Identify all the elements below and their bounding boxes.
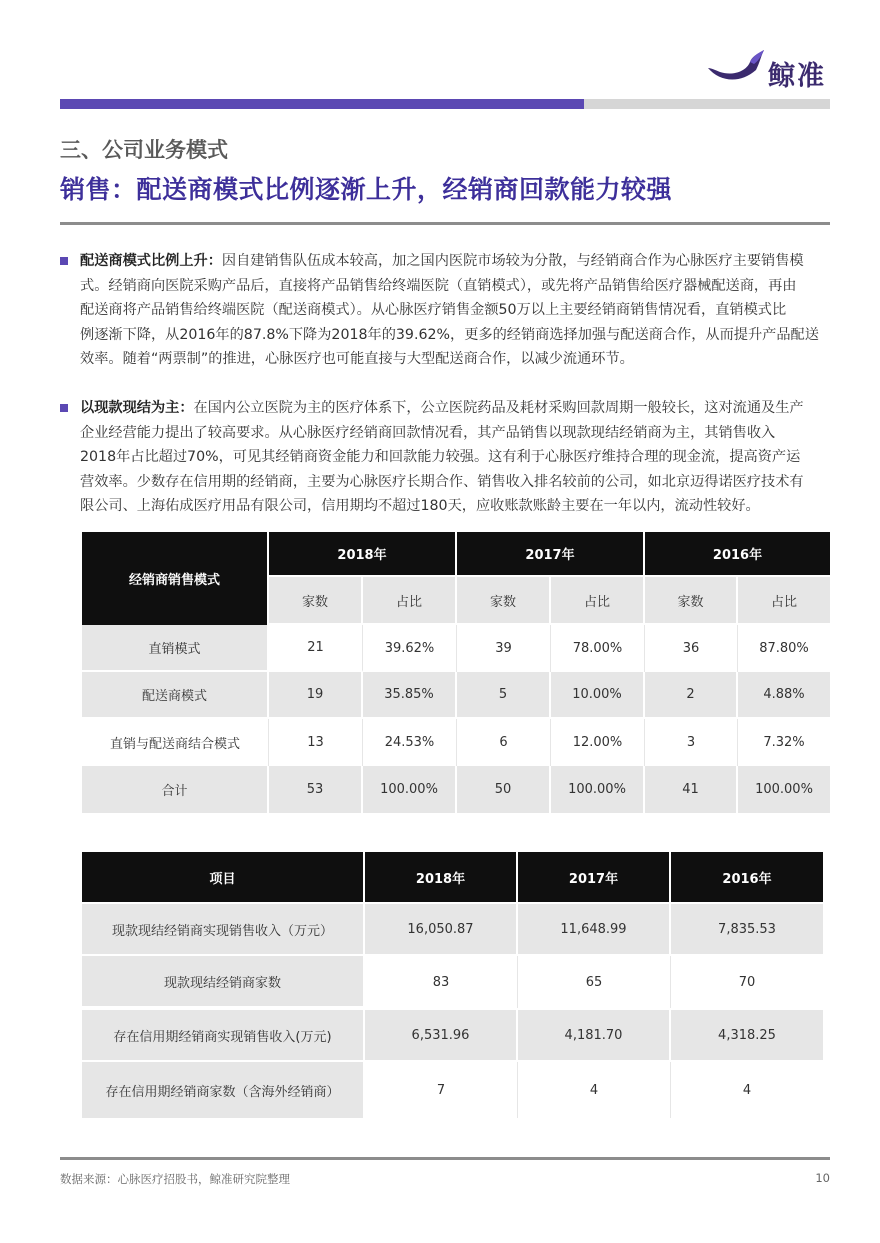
paragraph-label: 配送商模式比例上升：: [80, 253, 222, 269]
paragraph-label: 以现款现结为主：: [80, 400, 194, 416]
table-cell: 11,648.99: [518, 904, 671, 956]
paragraph-line: 式。经销商向医院采购产品后，直接将产品销售给终端医院（直销模式），或先将产品销售给医疗器械配送商，再由: [80, 277, 797, 294]
table-header-corner: 经销商销售模式: [82, 532, 269, 625]
table-cell: 100.00%: [363, 766, 457, 813]
table-row-label: 直销模式: [82, 625, 269, 672]
table-cell: 4: [518, 1062, 671, 1118]
paragraph-line: 例逐渐下降，从2016年的87.8%下降为2018年的39.62%，更多的经销商选择加强与配送商合作，从而提升产品配送: [80, 326, 819, 343]
table-cell: 4: [671, 1062, 823, 1118]
page-number: 10: [815, 1171, 830, 1185]
table-cell: 50: [457, 766, 551, 813]
paragraph-line: 配送商模式比例上升：因自建销售队伍成本较高，加之国内医院市场较为分散，与经销商合作为心脉医疗主要销售模: [80, 253, 804, 269]
table-row-label: 合计: [82, 766, 269, 813]
table-cell: 100.00%: [551, 766, 645, 813]
table-cell: 4.88%: [738, 672, 830, 719]
table-cell: 41: [645, 766, 738, 813]
table-cell: 39.62%: [363, 625, 457, 672]
table-cell: 6: [457, 719, 551, 766]
square-bullet-icon: [60, 404, 68, 412]
table-cell: 6,531.96: [365, 1008, 518, 1062]
table-cell: 4,181.70: [518, 1008, 671, 1062]
table-cell: 24.53%: [363, 719, 457, 766]
footer-divider: [60, 1157, 830, 1160]
square-bullet-icon: [60, 257, 68, 265]
table-header: 2018年: [365, 852, 518, 902]
table-row-label: 现款现结经销商家数: [82, 956, 365, 1008]
paragraph-line: 以现款现结为主：在国内公立医院为主的医疗体系下，公立医院药品及耗材采购回款周期一般较长，这对流通及生产: [80, 400, 804, 416]
table-cell: 13: [269, 719, 363, 766]
table-header: 2016年: [671, 852, 823, 902]
table-cell: 78.00%: [551, 625, 645, 672]
table-cell: 4,318.25: [671, 1008, 823, 1062]
table-cell: 70: [671, 956, 823, 1008]
table-cell: 10.00%: [551, 672, 645, 719]
paragraph-line: 营效率。少数存在信用期的经销商，主要为心脉医疗长期合作、销售收入排名较前的公司，如北京迈得诺医疗技术有: [80, 473, 804, 490]
table-subheader: 家数: [269, 577, 363, 625]
table-cell: 7.32%: [738, 719, 830, 766]
table-cell: 19: [269, 672, 363, 719]
table-subheader: 占比: [363, 577, 457, 625]
data-source-note: 数据来源：心脉医疗招股书，鲸准研究院整理: [60, 1172, 290, 1186]
table-cell: 21: [269, 625, 363, 672]
header-accent-bar: [60, 99, 584, 109]
table-cell: 39: [457, 625, 551, 672]
table-row-label: 现款现结经销商实现销售收入（万元）: [82, 904, 365, 956]
table-header: 项目: [82, 852, 365, 902]
table-subheader: 家数: [645, 577, 738, 625]
brand-logo: [706, 48, 846, 90]
table-cell: 53: [269, 766, 363, 813]
table-cell: 7: [365, 1062, 518, 1118]
table-cell: 83: [365, 956, 518, 1008]
dealer-payment-table: [82, 852, 823, 1118]
table-header-year: 2018年: [269, 532, 457, 577]
paragraph-cash-settlement: [60, 396, 836, 521]
table-cell: 3: [645, 719, 738, 766]
table-subheader: 占比: [738, 577, 830, 625]
page-headline: 销售：配送商模式比例逐渐上升，经销商回款能力较强: [60, 175, 673, 204]
header-gray-bar: [584, 99, 830, 109]
table-row-label: 配送商模式: [82, 672, 269, 719]
paragraph-line: 企业经营能力提出了较高要求。从心脉医疗经销商回款情况看，其产品销售以现款现结经销商为主，其销售收入: [80, 424, 776, 441]
whale-tail-icon: [706, 48, 766, 90]
table-cell: 7,835.53: [671, 904, 823, 956]
paragraph-line: 2018年占比超过70%，可见其经销商资金能力和回款能力较强。这有利于心脉医疗维持合理的现金流，提高资产运: [80, 449, 801, 465]
table-cell: 87.80%: [738, 625, 830, 672]
table-subheader: 占比: [551, 577, 645, 625]
brand-name: 鲸准: [768, 61, 826, 92]
table-cell: 12.00%: [551, 719, 645, 766]
table-row-label: 存在信用期经销商实现销售收入(万元): [82, 1008, 365, 1062]
table-cell: 5: [457, 672, 551, 719]
table-header: 2017年: [518, 852, 671, 902]
paragraph-line: 效率。随着“两票制”的推进，心脉医疗也可能直接与大型配送商合作，以减少流通环节。: [80, 351, 634, 367]
table-row-label: 存在信用期经销商家数（含海外经销商）: [82, 1062, 365, 1118]
table-subheader: 家数: [457, 577, 551, 625]
table-cell: 2: [645, 672, 738, 719]
paragraph-line: 限公司、上海佑成医疗用品有限公司，信用期均不超过180天，应收账款账龄主要在一年以内，流动性较好。: [80, 498, 760, 514]
sales-mode-table: [82, 532, 830, 813]
table-row-label: 直销与配送商结合模式: [82, 719, 269, 766]
table-cell: 16,050.87: [365, 904, 518, 956]
table-header-year: 2017年: [457, 532, 645, 577]
table-header-year: 2016年: [645, 532, 830, 577]
headline-divider: [60, 222, 830, 225]
paragraph-line: 配送商将产品销售给终端医院（配送商模式）。从心脉医疗销售金额50万以上主要经销商销售情况看，直销模式比: [80, 302, 787, 318]
table-cell: 36: [645, 625, 738, 672]
table-cell: 65: [518, 956, 671, 1008]
section-title: 三、公司业务模式: [60, 138, 228, 162]
table-cell: 100.00%: [738, 766, 830, 813]
table-cell: 35.85%: [363, 672, 457, 719]
paragraph-dealer-mode: [60, 249, 836, 374]
